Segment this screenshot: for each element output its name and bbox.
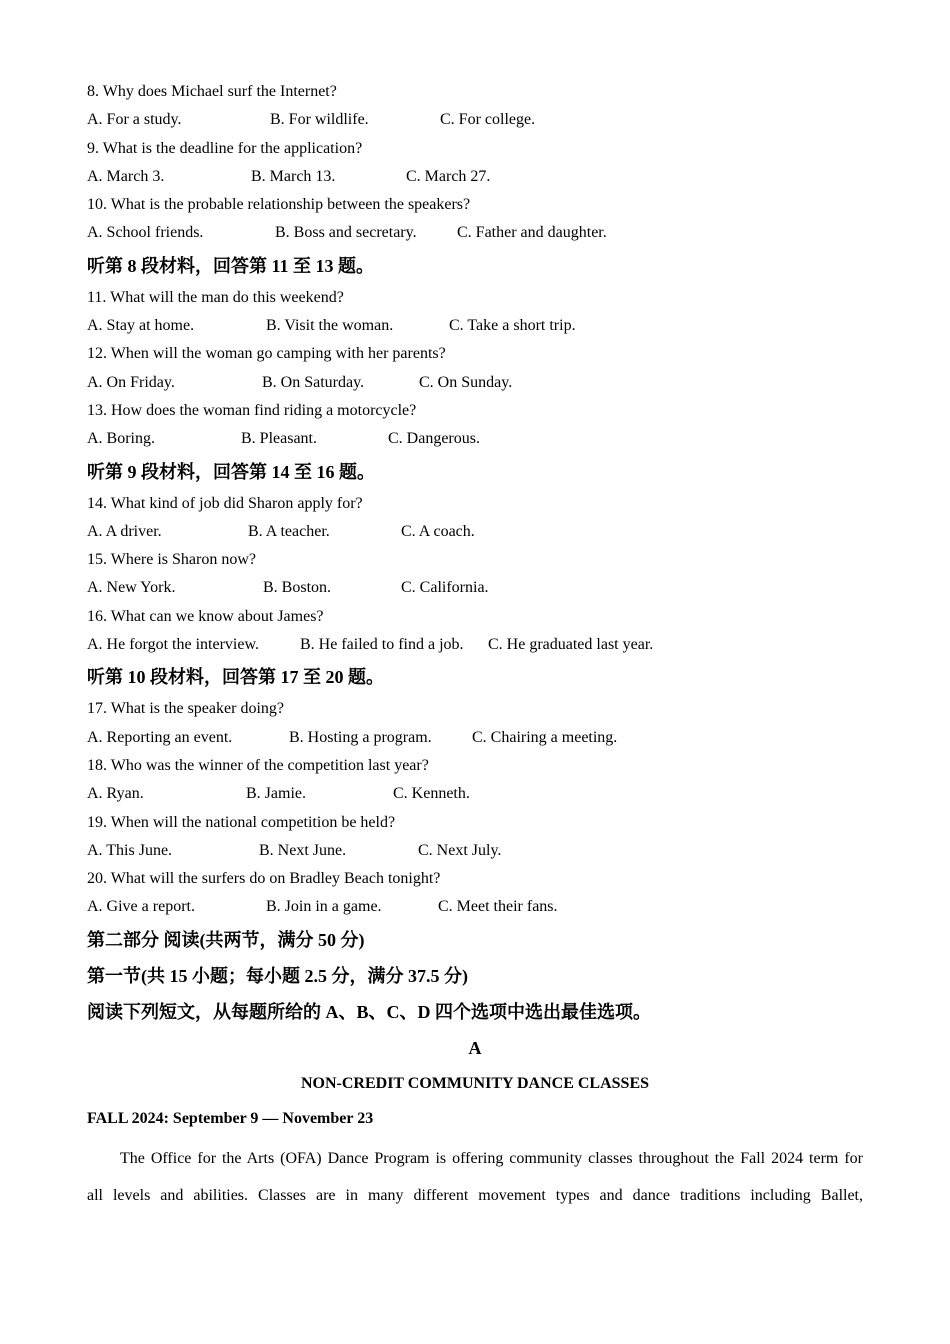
option-b: B. Hosting a program. (289, 728, 432, 746)
section-heading-10: 听第 10 段材料，回答第 17 至 20 题。 (87, 667, 384, 688)
question-11: 11. What will the man do this weekend? (87, 288, 344, 306)
options-19 (87, 837, 863, 865)
section-heading-9: 听第 9 段材料，回答第 14 至 16 题。 (87, 461, 375, 482)
option-b: B. Boston. (263, 579, 332, 597)
option-a: A. Ryan. (87, 785, 144, 803)
options-13 (87, 425, 863, 453)
question-8: 8. Why does Michael surf the Internet? (87, 83, 337, 100)
reading-instruction: 阅读下列短文，从每题所给的 A、B、C、D 四个选项中选出最佳选项。 (87, 1001, 651, 1022)
question-13: 13. How does the woman find riding a motorcycle? (87, 401, 417, 419)
options-12 (87, 369, 863, 397)
option-b: B. Jamie. (246, 785, 306, 803)
passage-line-1: The Office for the Arts (OFA) Dance Program is offering community classes throughout the Fall 2024 term for (120, 1149, 863, 1167)
option-a: A. Reporting an event. (87, 728, 233, 746)
question-16: 16. What can we know about James? (87, 607, 324, 625)
options-9 (87, 163, 863, 191)
passage-line-2: all levels and abilities. Classes are in many different movement types and dance traditions including Ballet, (87, 1186, 863, 1204)
question-19: 19. When will the national competition be held? (87, 813, 396, 831)
option-b: B. A teacher. (248, 522, 330, 540)
question-15: 15. Where is Sharon now? (87, 551, 256, 569)
option-b: B. March 13. (251, 167, 336, 185)
option-b: B. Boss and secretary. (275, 224, 417, 242)
passage-term: FALL 2024: September 9 — November 23 (87, 1109, 374, 1127)
option-b: B. Join in a game. (266, 898, 382, 916)
options-14 (87, 518, 863, 546)
option-a: A. He forgot the interview. (87, 636, 259, 654)
question-9: 9. What is the deadline for the application? (87, 139, 363, 157)
option-c: C. Kenneth. (393, 785, 470, 803)
passage-letter: A (468, 1037, 482, 1058)
options-18 (87, 780, 863, 808)
option-c: C. A coach. (401, 522, 475, 540)
options-20 (87, 893, 863, 921)
option-a: A. For a study. (87, 111, 182, 129)
passage-title: NON-CREDIT COMMUNITY DANCE CLASSES (300, 1074, 650, 1092)
option-a: A. School friends. (87, 224, 204, 242)
option-b: B. He failed to find a job. (300, 636, 464, 654)
question-18: 18. Who was the winner of the competition last year? (87, 756, 429, 774)
option-c: C. Next July. (418, 841, 502, 859)
option-c: C. He graduated last year. (488, 636, 654, 654)
options-10 (87, 219, 863, 247)
option-b: B. For wildlife. (270, 111, 369, 129)
question-20: 20. What will the surfers do on Bradley Beach tonight? (87, 870, 441, 888)
option-a: A. Boring. (87, 430, 155, 448)
option-c: C. Take a short trip. (449, 317, 576, 335)
question-14: 14. What kind of job did Sharon apply for? (87, 494, 363, 512)
options-16 (87, 631, 863, 659)
section-heading-8: 听第 8 段材料，回答第 11 至 13 题。 (87, 255, 375, 276)
question-12: 12. When will the woman go camping with her parents? (87, 345, 446, 363)
option-b: B. Visit the woman. (266, 317, 394, 335)
question-17: 17. What is the speaker doing? (87, 700, 284, 718)
option-c: C. Dangerous. (388, 430, 480, 448)
option-b: B. Pleasant. (241, 430, 317, 448)
section-one-heading: 第一节(共 15 小题；每小题 2.5 分，满分 37.5 分) (87, 965, 468, 986)
option-c: C. On Sunday. (419, 373, 513, 391)
option-c: C. California. (401, 579, 489, 597)
option-c: C. Meet their fans. (438, 898, 558, 916)
option-a: A. This June. (87, 841, 173, 859)
option-b: B. Next June. (259, 841, 347, 859)
option-a: A. Stay at home. (87, 317, 195, 335)
options-11 (87, 312, 863, 340)
option-a: A. On Friday. (87, 373, 175, 391)
option-a: A. March 3. (87, 167, 165, 185)
options-17 (87, 724, 863, 752)
options-8 (87, 106, 863, 134)
exam-page (87, 78, 863, 1214)
options-15 (87, 574, 863, 602)
option-a: A. New York. (87, 579, 176, 597)
option-c: C. Chairing a meeting. (472, 728, 618, 746)
option-a: A. A driver. (87, 522, 162, 540)
option-c: C. Father and daughter. (457, 224, 607, 242)
option-c: C. For college. (440, 111, 536, 129)
option-c: C. March 27. (406, 167, 491, 185)
question-10: 10. What is the probable relationship between the speakers? (87, 196, 471, 214)
part-two-heading: 第二部分 阅读(共两节，满分 50 分) (87, 929, 365, 950)
option-b: B. On Saturday. (262, 373, 365, 391)
option-a: A. Give a report. (87, 898, 195, 916)
